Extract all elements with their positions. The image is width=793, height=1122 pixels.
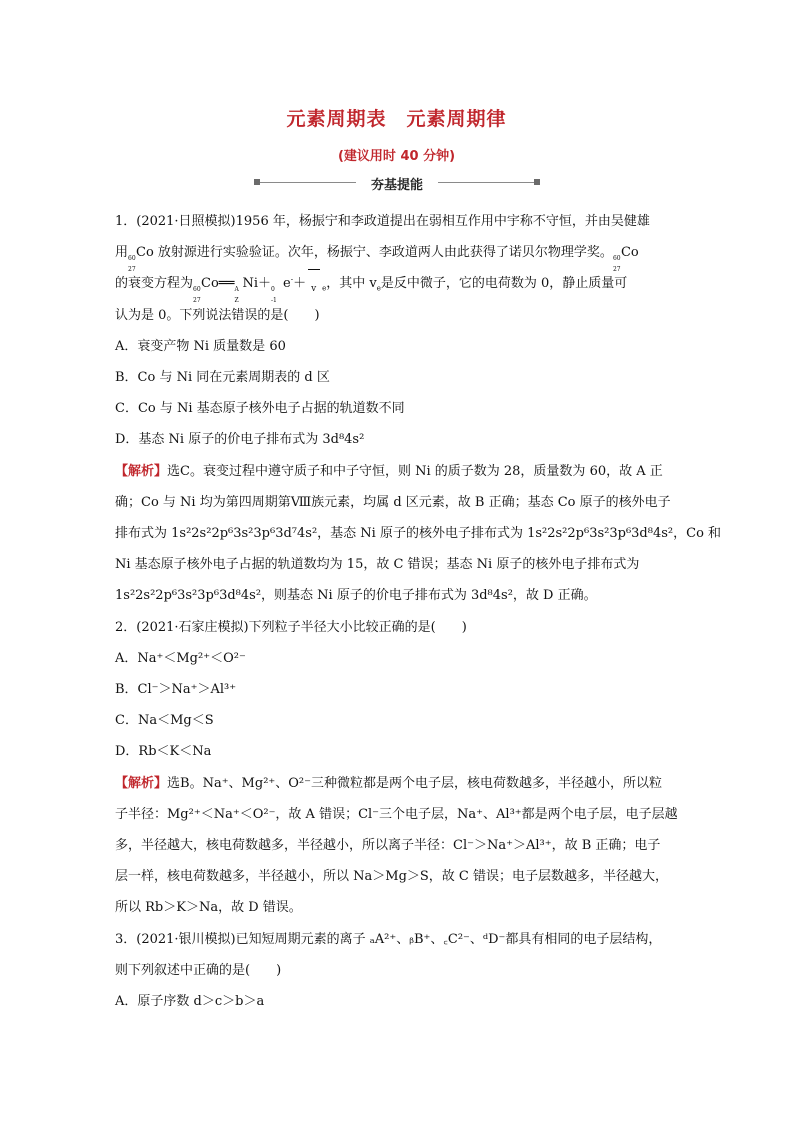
q1-stem-line-2: 用 60 27 Co 放射源进行实验验证。次年，杨振宁、李政道两人由此获得了诺贝尔物理学奖。 60 27 Co [115, 245, 639, 273]
antineutrino-symbol: v [306, 277, 322, 291]
q1-stem-line-3: 的衰变方程为 60 27 Co══ A Z Ni＋ 0 -1 e-＋ v $_e$，其中 $v_e$是反中微子，它的电荷数为 0，静止质量可 [115, 268, 683, 299]
divider-line-right [438, 182, 534, 183]
q2-stem: 2．(2021·石家庄模拟)下列粒子半径大小比较正确的是( ) [115, 619, 467, 635]
q2-option-b: B．Cl⁻＞Na⁺＞Al³⁺ [115, 682, 237, 698]
nuclide-ni: A Z [234, 285, 239, 304]
q1-option-d: D．基态 Ni 原子的价电子排布式为 3d⁸4s² [115, 432, 365, 448]
q2-analysis-line-2: 子半径：Mg²⁺＜Na⁺＜O²⁻，故 A 错误；Cl⁻三个电子层，Na⁺、Al³⁺都是两个电子层，电子层越 [115, 806, 678, 822]
page-subtitle: (建议用时 40 分钟) [337, 149, 456, 164]
q2-analysis-line-4: 层一样，核电荷数越多，半径越小，所以 Na＞Mg＞S，故 C 错误；电子层数越多，半径越大， [115, 869, 669, 885]
nuclide-co: 60 27 [128, 254, 136, 273]
q2-analysis-line-3: 多，半径越大，核电荷数越多，半径越小，所以离子半径：Cl⁻＞Na⁺＞Al³⁺，故 B 正确；电子 [115, 838, 661, 854]
page-title: 元素周期表 元素周期律 [286, 108, 507, 130]
q1-option-a: A．衰变产物 Ni 质量数是 60 [115, 338, 286, 354]
q1-option-b: B．Co 与 Ni 同在元素周期表的 d 区 [115, 370, 330, 386]
q3-option-a: A．原子序数 d＞c＞b＞a [115, 994, 265, 1010]
section-label: 夯基提能 [370, 178, 423, 193]
nuclide-electron: 0 -1 [271, 285, 277, 304]
q1-stem-line-4: 认为是 0。下列说法错误的是( ) [115, 307, 320, 323]
question-content [115, 206, 722, 1017]
q1-stem-line-1: 1．(2021·日照模拟)1956 年，杨振宁和李政道提出在弱相互作用中宇称不守恒，并由吴健雄 [115, 214, 650, 229]
q2-analysis-line-5: 所以 Rb＞K＞Na，故 D 错误。 [115, 900, 302, 916]
q2-analysis-line-1: 【解析】选B。Na⁺、Mg²⁺、O²⁻三种微粒都是两个电子层，核电荷数越多，半径越小，所以粒 [115, 775, 662, 791]
q2-option-c: C．Na＜Mg＜S [115, 713, 214, 729]
q2-option-d: D．Rb＜K＜Na [115, 744, 212, 760]
q1-analysis-line-3: 排布式为 1s²2s²2p⁶3s²3p⁶3d⁷4s²，基态 Ni 原子的核外电子排布式为 1s²2s²2p⁶3s²3p⁶3d⁸4s²，Co 和 [115, 526, 722, 542]
q1-analysis-line-2: 确；Co 与 Ni 均为第四周期第Ⅷ族元素，均属 d 区元素，故 B 正确；基态 Co 原子的核外电子 [115, 494, 671, 510]
q1-analysis-line-5: 1s²2s²2p⁶3s²3p⁶3d⁸4s²，则基态 Ni 原子的价电子排布式为 3d⁸4s²，故 D 正确。 [115, 588, 597, 604]
q1-option-c: C．Co 与 Ni 基态原子核外电子占据的轨道数不同 [115, 401, 405, 417]
section-divider [254, 174, 540, 192]
q1-analysis-line-1: 【解析】选C。衰变过程中遵守质子和中子守恒，则 Ni 的质子数为 28，质量数为 60，故 A 正 [115, 463, 663, 479]
analysis-tag: 【解析】 [115, 775, 168, 791]
q3-stem-line-1: 3．(2021·银川模拟)已知短周期元素的离子 ₐA²⁺、ᵦB⁺、꜀C²⁻、ᵈD⁻都具有相同的电子层结构， [115, 931, 662, 947]
q1-analysis-line-4: Ni 基态原子核外电子占据的轨道数均为 15，故 C 错误；基态 Ni 原子的核外电子排布式为 [115, 557, 640, 573]
nuclide-co: 60 27 [193, 285, 201, 304]
q2-option-a: A．Na⁺＜Mg²⁺＜O²⁻ [115, 650, 246, 666]
divider-dot-right [534, 179, 540, 185]
analysis-tag: 【解析】 [115, 463, 168, 479]
q3-stem-line-2: 则下列叙述中正确的是( ) [115, 962, 282, 978]
nuclide-co: 60 27 [612, 254, 621, 273]
